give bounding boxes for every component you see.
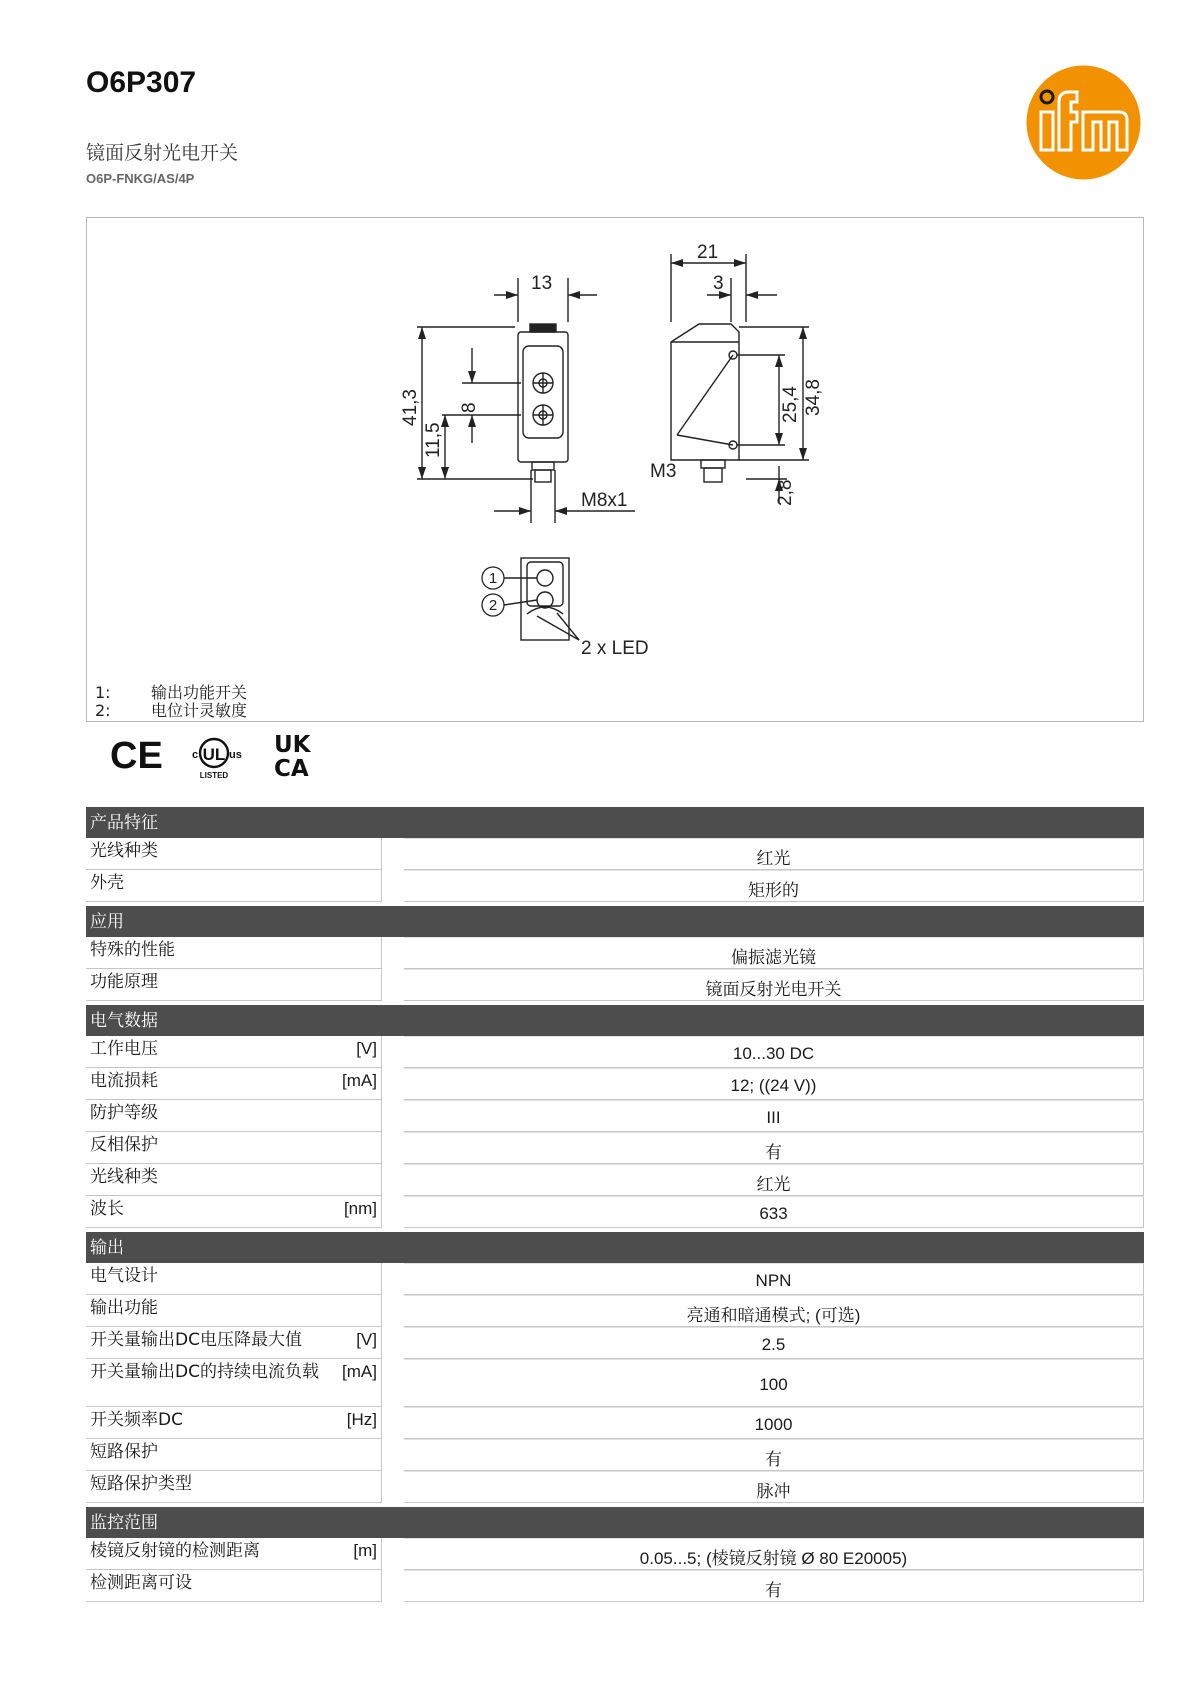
spec-value: 偏振滤光镜 [404, 937, 1144, 969]
spec-unit: [mA] [342, 1362, 377, 1381]
spec-unit: [m] [353, 1541, 377, 1560]
ifm-logo [1025, 64, 1142, 181]
spec-row [86, 1570, 1144, 1602]
spec-value: 亮通和暗通模式; (可选) [404, 1295, 1144, 1327]
dim-2-8: 2,8 [775, 479, 796, 506]
spec-unit [377, 1572, 381, 1601]
dim-34-8: 34,8 [803, 379, 824, 416]
spec-label: 外壳 [90, 873, 124, 893]
spec-value: 12; ((24 V)) [404, 1068, 1144, 1100]
dim-21: 21 [697, 242, 719, 263]
spec-value: 红光 [404, 838, 1144, 870]
dim-25-4: 25,4 [780, 386, 801, 423]
spec-row [86, 1132, 1144, 1164]
spec-row [86, 1327, 1144, 1359]
spec-unit [377, 872, 381, 901]
spec-unit [377, 1441, 381, 1470]
spec-row [86, 1295, 1144, 1327]
spec-row [86, 1471, 1144, 1503]
spec-row [86, 1538, 1144, 1570]
product-subtitle: 镜面反射光电开关 [86, 142, 239, 164]
certification-marks [110, 730, 330, 780]
ukca-mark: UK [274, 732, 311, 758]
section-header: 输出 [86, 1232, 1144, 1263]
spec-value: 100 [404, 1359, 1144, 1407]
spec-unit [377, 1166, 381, 1195]
spec-label: 检测距离可设 [90, 1573, 192, 1593]
spec-label: 功能原理 [90, 972, 158, 992]
dim-41-3: 41,3 [400, 389, 421, 426]
spec-unit: [V] [356, 1039, 377, 1058]
product-title: O6P307 [86, 66, 197, 99]
front-view-top-tab [530, 324, 556, 332]
spec-unit: [Hz] [346, 1410, 377, 1429]
spec-label: 波长 [90, 1199, 124, 1219]
spec-row [86, 838, 1144, 870]
callout-1: 1 [488, 570, 498, 587]
spec-row [86, 870, 1144, 902]
spec-value: 有 [404, 1439, 1144, 1471]
svg-text:LISTED: LISTED [199, 771, 229, 780]
svg-text:us: us [229, 749, 242, 761]
spec-value: 1000 [404, 1407, 1144, 1439]
spec-row [86, 1036, 1144, 1068]
label-m3: M3 [650, 461, 677, 482]
svg-text:CA: CA [274, 756, 309, 780]
product-code: O6P-FNKG/AS/4P [86, 171, 195, 186]
spec-unit [377, 1473, 381, 1502]
dim-11-5: 11,5 [423, 422, 444, 458]
spec-unit [377, 1102, 381, 1131]
spec-row [86, 1068, 1144, 1100]
spec-label: 开关量输出DC电压降最大值 [90, 1330, 302, 1350]
dimension-drawing [86, 217, 1144, 722]
spec-unit [377, 971, 381, 1000]
spec-unit [377, 1297, 381, 1326]
dim-13: 13 [531, 273, 553, 294]
spec-value: III [404, 1100, 1144, 1132]
spec-row [86, 1164, 1144, 1196]
spec-value: 矩形的 [404, 870, 1144, 902]
spec-unit: [V] [356, 1330, 377, 1349]
svg-text:UL: UL [202, 745, 226, 764]
spec-value: 2.5 [404, 1327, 1144, 1359]
spec-row [86, 1263, 1144, 1295]
section-header: 应用 [86, 906, 1144, 937]
spec-value: 633 [404, 1196, 1144, 1228]
spec-label: 输出功能 [90, 1298, 158, 1318]
spec-label: 短路保护 [90, 1442, 158, 1462]
legend-item-1: 1: 输出功能开关 [95, 683, 248, 702]
spec-label: 棱镜反射镜的检测距离 [90, 1541, 260, 1561]
spec-label: 反相保护 [90, 1135, 158, 1155]
ce-mark: CE [110, 735, 163, 777]
spec-value: 红光 [404, 1164, 1144, 1196]
spec-label: 特殊的性能 [90, 940, 175, 960]
spec-unit: [nm] [343, 1199, 377, 1218]
spec-unit [377, 1134, 381, 1163]
spec-unit: [mA] [342, 1071, 377, 1090]
spec-unit [377, 840, 381, 869]
legend-item-2: 2: 电位计灵敏度 [95, 701, 248, 720]
spec-row [86, 1359, 1144, 1407]
spec-label: 工作电压 [90, 1039, 158, 1059]
spec-unit [377, 939, 381, 968]
dim-8: 8 [459, 402, 480, 413]
dim-3: 3 [713, 273, 724, 294]
callout-2: 2 [488, 597, 498, 614]
spec-row [86, 1196, 1144, 1228]
svg-text:c: c [192, 749, 199, 761]
label-led: 2 x LED [581, 638, 649, 659]
front-view-body [518, 332, 568, 462]
spec-label: 电气设计 [90, 1266, 158, 1286]
spec-row [86, 969, 1144, 1001]
spec-value: 有 [404, 1570, 1144, 1602]
spec-label: 光线种类 [90, 1167, 158, 1187]
spec-row [86, 937, 1144, 969]
spec-label: 光线种类 [90, 841, 158, 861]
spec-value: 0.05...5; (棱镜反射镜 Ø 80 E20005) [404, 1538, 1144, 1570]
spec-label: 短路保护类型 [90, 1474, 192, 1494]
spec-value: NPN [404, 1263, 1144, 1295]
spec-label: 开关频率DC [90, 1410, 183, 1430]
spec-value: 10...30 DC [404, 1036, 1144, 1068]
section-header: 产品特征 [86, 807, 1144, 838]
spec-label: 电流损耗 [90, 1071, 158, 1091]
label-m8x1: M8x1 [581, 490, 628, 511]
spec-label: 开关量输出DC的持续电流负载 [90, 1362, 319, 1382]
spec-row [86, 1407, 1144, 1439]
section-header: 监控范围 [86, 1507, 1144, 1538]
spec-table [86, 807, 1144, 1602]
spec-value: 有 [404, 1132, 1144, 1164]
section-header: 电气数据 [86, 1005, 1144, 1036]
dimension-drawing-svg [87, 218, 1145, 723]
spec-row [86, 1439, 1144, 1471]
spec-value: 脉冲 [404, 1471, 1144, 1503]
spec-unit [377, 1265, 381, 1294]
spec-label: 防护等级 [90, 1103, 158, 1123]
spec-value: 镜面反射光电开关 [404, 969, 1144, 1001]
spec-row [86, 1100, 1144, 1132]
